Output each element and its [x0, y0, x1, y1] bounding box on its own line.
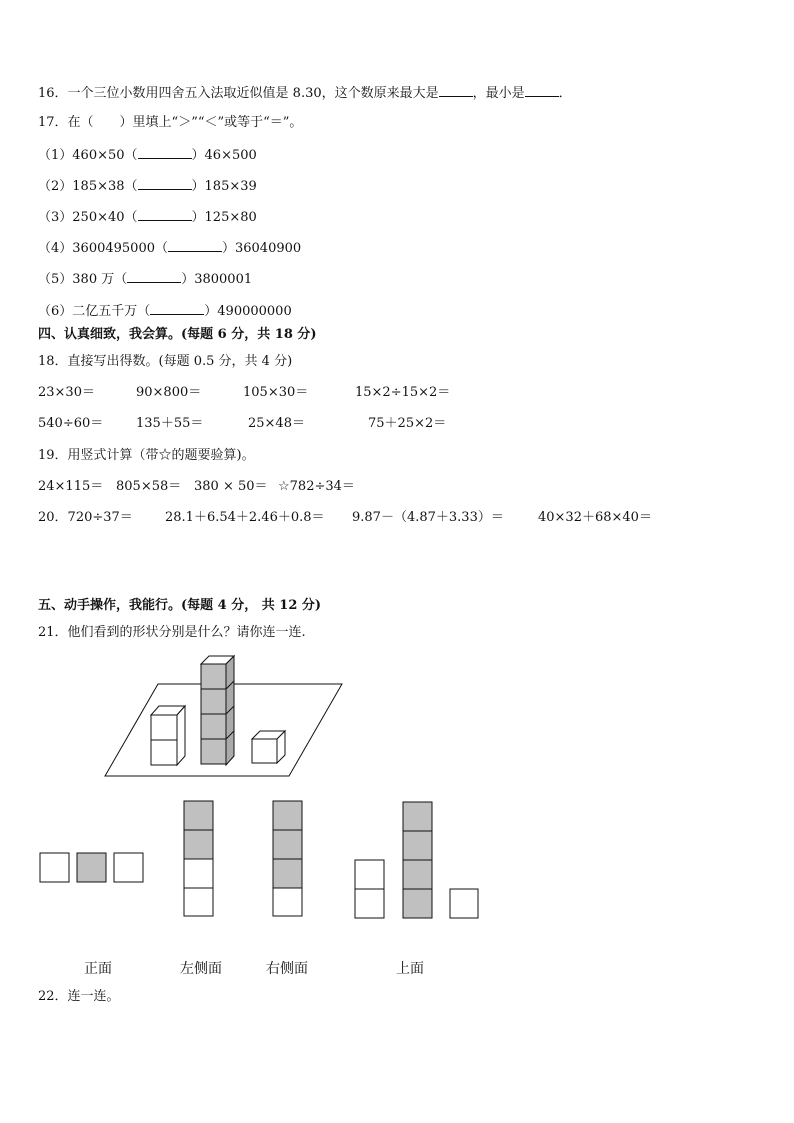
single-cube — [252, 731, 285, 763]
option-right-view — [273, 801, 302, 916]
q20-item-4: 40×32＋68×40＝ — [538, 510, 652, 525]
q18-r2c1: 540÷60＝ — [38, 416, 104, 431]
q19-item-2: 805×58＝ — [116, 479, 182, 494]
q17-item-left: （6）二亿五千万（ — [38, 304, 151, 319]
q17-item-right: ）185×39 — [191, 179, 257, 194]
q21-title: 21．他们看到的形状分别是什么？请你连一连. — [38, 625, 306, 640]
option-top-view — [355, 802, 478, 918]
left-cube-stack — [151, 706, 185, 765]
q19-item-4: ☆782÷34＝ — [278, 479, 355, 494]
q17-item-right: ）36040900 — [221, 241, 302, 256]
q18-title: 18．直接写出得数。(每题 0.5 分，共 4 分) — [38, 354, 293, 369]
q20-item-1: 20．720÷37＝ — [38, 510, 133, 525]
label-top[interactable]: 上面 — [396, 961, 424, 977]
label-front[interactable]: 正面 — [84, 961, 112, 977]
q19-item-3: 380 × 50＝ — [194, 479, 268, 494]
q17-item-left: （2）185×38（ — [38, 179, 138, 194]
q17-title: 17．在（ ）里填上“＞”“＜”或等于“＝”。 — [38, 115, 303, 130]
label-right-side[interactable]: 右侧面 — [266, 961, 308, 977]
q17-item-left: （5）380 万（ — [38, 272, 128, 287]
tall-cube-stack — [201, 656, 234, 765]
q19-item-1: 24×115＝ — [38, 479, 104, 494]
q17-item-left: （4）3600495000（ — [38, 241, 168, 256]
q16-line: 16．一个三位小数用四舍五入法取近似值是 8.30，这个数原来最大是 ，最小是 ． — [38, 86, 572, 101]
q19-title: 19．用竖式计算（带☆的题要验算)。 — [38, 448, 255, 463]
label-left-side[interactable]: 左侧面 — [180, 961, 222, 977]
section5-title: 五、动手操作，我能行。(每题 4 分， 共 12 分) — [38, 598, 322, 613]
q18-r2c2: 135＋55＝ — [136, 416, 204, 431]
option-left-view — [184, 801, 213, 916]
q20-item-2: 28.1＋6.54＋2.46＋0.8＝ — [165, 510, 325, 525]
q18-r2c3: 25×48＝ — [248, 416, 305, 431]
q18-r2c4: 75＋25×2＝ — [368, 416, 447, 431]
option-front-view — [40, 853, 143, 882]
q18-r1c2: 90×800＝ — [136, 385, 202, 400]
q20-item-3: 9.87－（4.87＋3.33）＝ — [352, 510, 504, 525]
section4-title: 四、认真细致，我会算。(每题 6 分，共 18 分) — [38, 327, 317, 342]
q17-item-right: ）3800001 — [181, 272, 253, 287]
q17-item-right: ）490000000 — [204, 304, 292, 319]
q18-r1c4: 15×2÷15×2＝ — [355, 385, 451, 400]
q18-r1c3: 105×30＝ — [243, 385, 309, 400]
q17-item-right: ）125×80 — [191, 210, 257, 225]
q17-item-left: （3）250×40（ — [38, 210, 138, 225]
q17-item-right: ）46×500 — [191, 148, 257, 163]
q18-r1c1: 23×30＝ — [38, 385, 95, 400]
q22-title: 22．连一连。 — [38, 989, 120, 1004]
q17-item-left: （1）460×50（ — [38, 148, 138, 163]
